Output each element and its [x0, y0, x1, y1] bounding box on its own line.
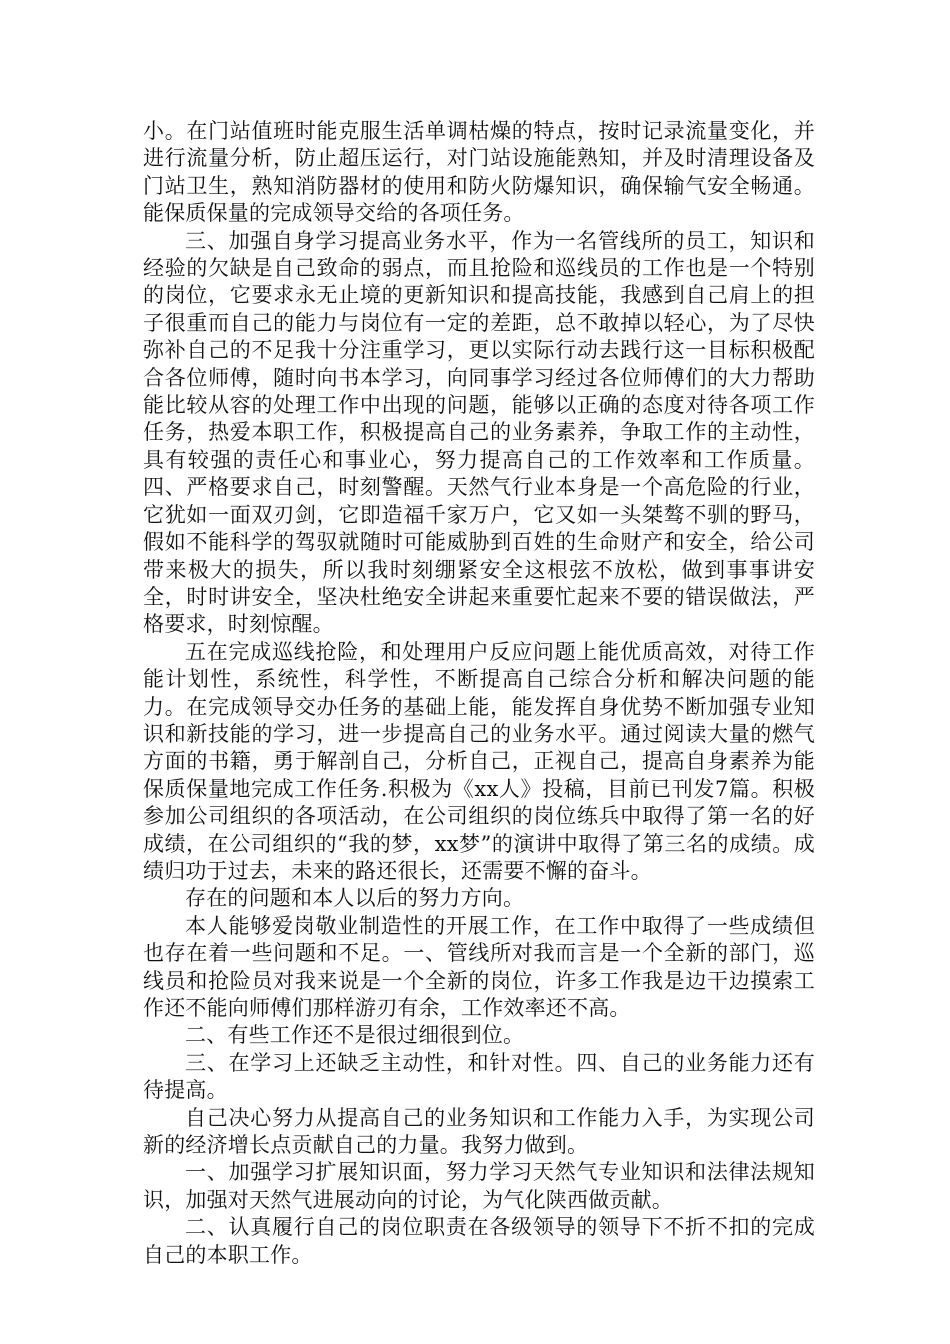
paragraph-4: 存在的问题和本人以后的努力方向。: [185, 886, 525, 911]
paragraph-3: 五在完成巡线抢险，和处理用户反应问题上能优质高效，对待工作能计划性，系统性，科学性，不断提高自己综合分析和解决问题的能力。在完成领导交办任务的基础上能，能发挥自身优势不断加强专业知识和新技能的学习，进一步提高自己的业务水平。通过阅读大量的燃气方面的书籍，勇于解剖自己，分析自己，正视自己，提高自身素养为能保质保量地完成工作任务.积极为《xx人》投稿，目前已刊发7篇。积极参加公司组织的各项活动，在公司组织的岗位练兵中取得了第一名的好成绩，在公司组织的“我的梦，xx梦”的演讲中取得了第三名的成绩。成绩归功于过去，未来的路还很长，还需要不懈的奋斗。: [143, 639, 815, 883]
paragraph-1: 小。在门站值班时能克服生活单调枯燥的特点，按时记录流量变化，并进行流量分析，防止超压运行，对门站设施能熟知，并及时清理设备及门站卫生，熟知消防器材的使用和防火防爆知识，确保输气安全畅通。能保质保量的完成领导交给的各项任务。: [143, 119, 815, 226]
paragraph-2: 三、加强自身学习提高业务水平，作为一名管线所的员工，知识和经验的欠缺是自己致命的弱点，而且抢险和巡线员的工作也是一个特别的岗位，它要求永无止境的更新知识和提高技能，我感到自己肩上的担子很重而自己的能力与岗位有一定的差距，总不敢掉以轻心，为了尽快弥补自己的不足我十分注重学习，更以实际行动去践行这一目标积极配合各位师傅，随时向书本学习，向同事学习经过各位师傅们的大力帮助能比较从容的处理工作中出现的问题，能够以正确的态度对待各项工作任务，热爱本职工作，积极提高自己的业务素养，争取工作的主动性，具有较强的责任心和事业心，努力提高自己的工作效率和工作质量。 四、严格要求自己，时刻警醒。天然气行业本身是一个高危险的行业，它犹如一面双刃剑，它即造福千家万户，它又如一头桀骜不驯的野马，假如不能科学的驾驭就随时可能威胁到百姓的生命财产和安全，给公司带来极大的损失，所以我时刻绷紧安全这根弦不放松，做到事事讲安全，时时讲安全，坚决杜绝安全讲起来重要忙起来不要的错误做法，严格要求，时刻惊醒。: [143, 228, 815, 637]
document-body: [143, 118, 815, 1269]
paragraph-5: 本人能够爱岗敬业制造性的开展工作，在工作中取得了一些成绩但也存在着一些问题和不足。一、管线所对我而言是一个全新的部门，巡线员和抢险员对我来说是一个全新的岗位，许多工作我是边干边摸索工作还不能向师傅们那样游刃有余，工作效率还不高。: [143, 913, 815, 1020]
paragraph-10: 二、认真履行自己的岗位职责在各级领导的领导下不折不扣的完成自己的本职工作。: [143, 1215, 815, 1267]
paragraph-8: 自己决心努力从提高自己的业务知识和工作能力入手，为实现公司新的经济增长点贡献自己的力量。我努力做到。: [143, 1105, 815, 1158]
paragraph-6: 二、有些工作还不是很过细很到位。: [185, 1023, 525, 1048]
paragraph-7: 三、在学习上还缺乏主动性，和针对性。四、自己的业务能力还有待提高。: [143, 1050, 815, 1103]
paragraph-9: 一、加强学习扩展知识面，努力学习天然气专业知识和法律法规知识，加强对天然气进展动向的讨论，为气化陕西做贡献。: [143, 1160, 815, 1212]
